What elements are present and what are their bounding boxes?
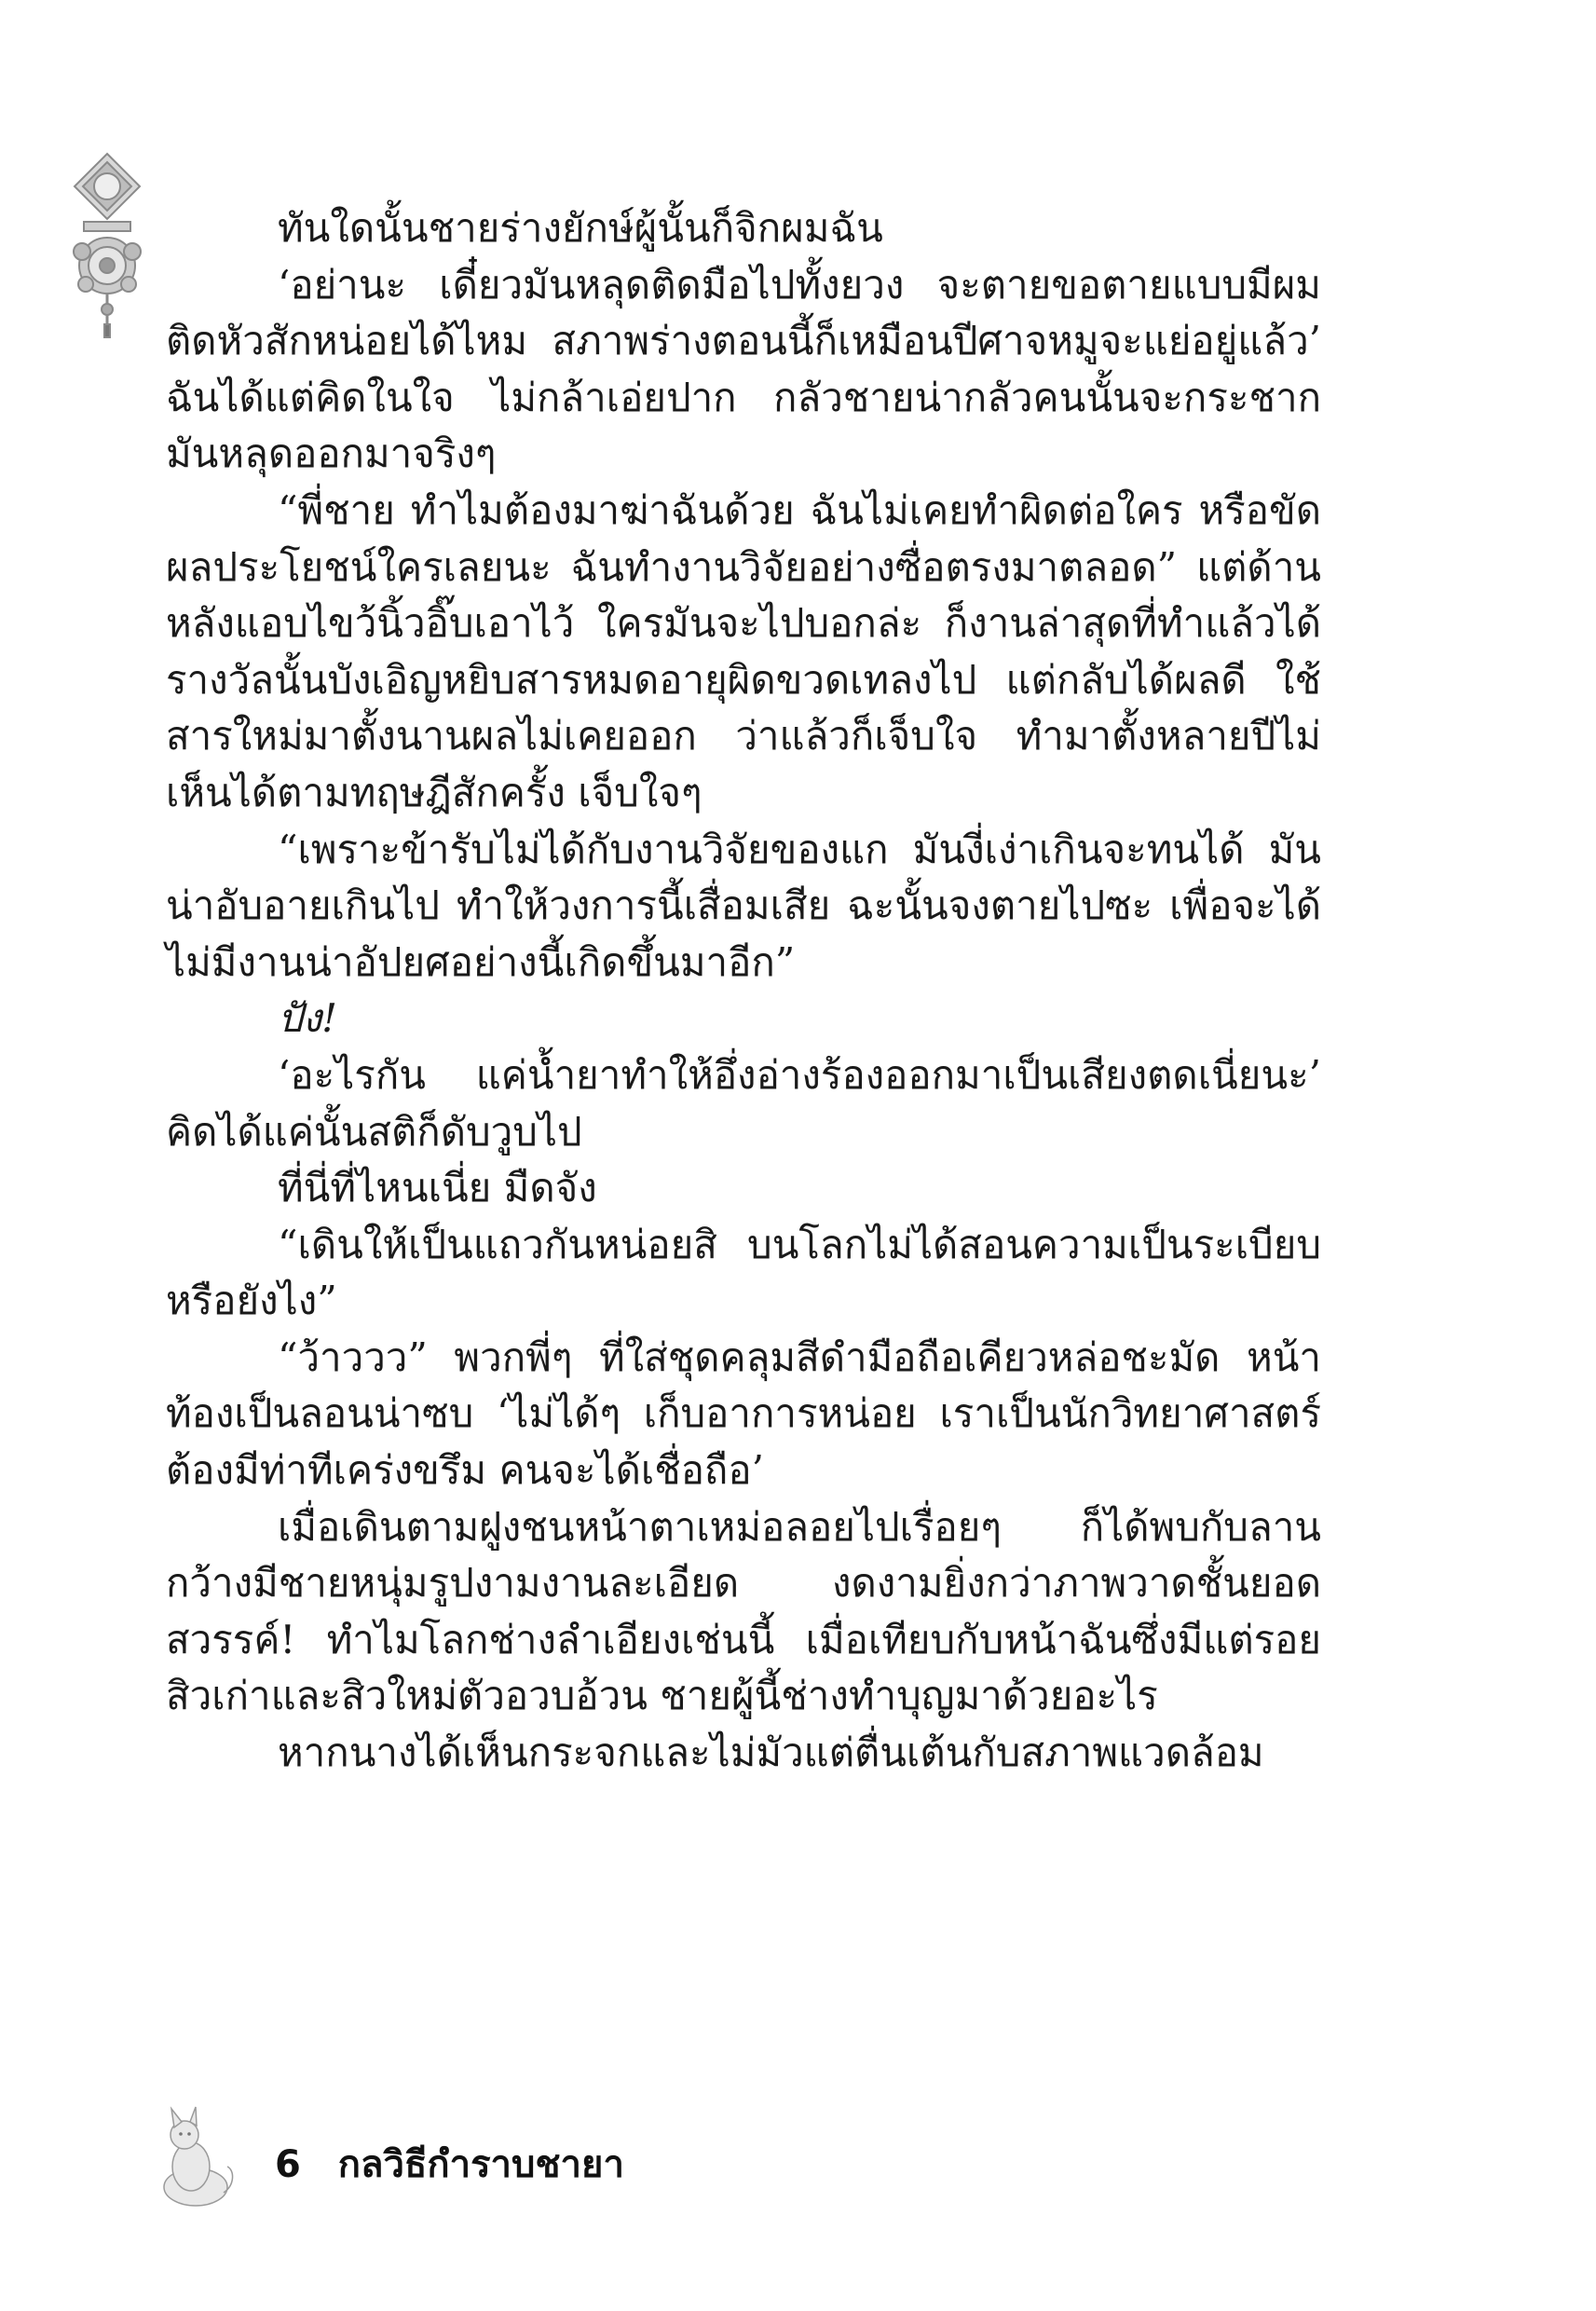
paragraph: “เพราะข้ารับไม่ได้กับงานวิจัยของแก มันงี่เง่าเกินจะทนได้ มันน่าอับอายเกินไป ทำให้วงการนี้เสื่อมเสีย ฉะนั้นจงตายไปซะ เพื่อจะได้ไม่มีงานน่าอัปยศอย่างนี้เกิดขึ้นมาอีก” [166, 826, 1321, 985]
paragraph: เมื่อเดินตามฝูงชนหน้าตาเหม่อลอยไปเรื่อยๆ ก็ได้พบกับลานกว้างมีชายหนุ่มรูปงามงานละเอียด งดงามยิ่งกว่าภาพวาดชั้นยอด สวรรค์! ทำไมโลกช่างลำเอียงเช่นนี้ เมื่อเทียบกับหน้าฉันซึ่งมีแต่รอยสิวเก่าและสิวใหม่ตัวอวบอ้วน ชายผู้นี้ช่างทำบุญมาด้วยอะไร [166, 1503, 1321, 1719]
cat-icon [149, 2101, 238, 2208]
book-title: กลวิธีกำราบชายา [337, 2143, 624, 2186]
paragraph: “เดินให้เป็นแถวกันหน่อยสิ บนโลกไม่ได้สอนความเป็นระเบียบหรือยังไง” [166, 1221, 1321, 1324]
paragraph: หากนางได้เห็นกระจกและไม่มัวแต่ตื่นเต้นกับสภาพแวดล้อม [278, 1730, 1264, 1776]
paragraph: ‘อย่านะ เดี๋ยวมันหลุดติดมือไปทั้งยวง จะตายขอตายแบบมีผมติดหัวสักหน่อยได้ไหม สภาพร่างตอนนี้ก็เหมือนปีศาจหมูจะแย่อยู่แล้ว’ ฉันได้แต่คิดในใจ ไม่กล้าเอ่ยปาก กลัวชายน่ากลัวคนนั้นจะกระชากมันหลุดออกมาจริงๆ [166, 261, 1321, 477]
paragraph: ที่นี่ที่ไหนเนี่ย มืดจัง [278, 1165, 597, 1211]
paragraph: ‘อะไรกัน แค่น้ำยาทำให้อึ่งอ่างร้องออกมาเป็นเสียงตดเนี่ยนะ’ คิดได้แค่นั้นสติก็ดับวูบไป [166, 1051, 1321, 1155]
ornament-emblem-icon [65, 149, 149, 345]
paragraph-sound-effect: ปัง! [278, 995, 338, 1042]
page-body [166, 200, 1321, 1782]
page-footer [275, 2134, 624, 2194]
paragraph: “ว้าววว” พวกพี่ๆ ที่ใส่ชุดคลุมสีดำมือถือเคียวหล่อชะมัด หน้าท้องเป็นลอนน่าซบ ‘ไม่ได้ๆ เก็บอาการหน่อย เราเป็นนักวิทยาศาสตร์ ต้องมีท่าทีเคร่งขรึม คนจะได้เชื่อถือ’ [166, 1333, 1321, 1494]
paragraph: ทันใดนั้นชายร่างยักษ์ผู้นั้นก็จิกผมฉัน [278, 205, 883, 251]
page-number: 6 [275, 2143, 301, 2186]
paragraph: “พี่ชาย ทำไมต้องมาฆ่าฉันด้วย ฉันไม่เคยทำผิดต่อใคร หรือขัดผลประโยชน์ใครเลยนะ ฉันทำงานวิจัยอย่างซื่อตรงมาตลอด” แต่ด้านหลังแอบไขว้นิ้วอิ๊บเอาไว้ ใครมันจะไปบอกล่ะ ก็งานล่าสุดที่ทำแล้วได้รางวัลนั้นบังเอิญหยิบสารหมดอายุผิดขวดเทลงไป แต่กลับได้ผลดี ใช้สารใหม่มาตั้งนานผลไม่เคยออก ว่าแล้วก็เจ็บใจ ทำมาตั้งหลายปีไม่เห็นได้ตามทฤษฎีสักครั้ง เจ็บใจๆ [166, 486, 1321, 815]
